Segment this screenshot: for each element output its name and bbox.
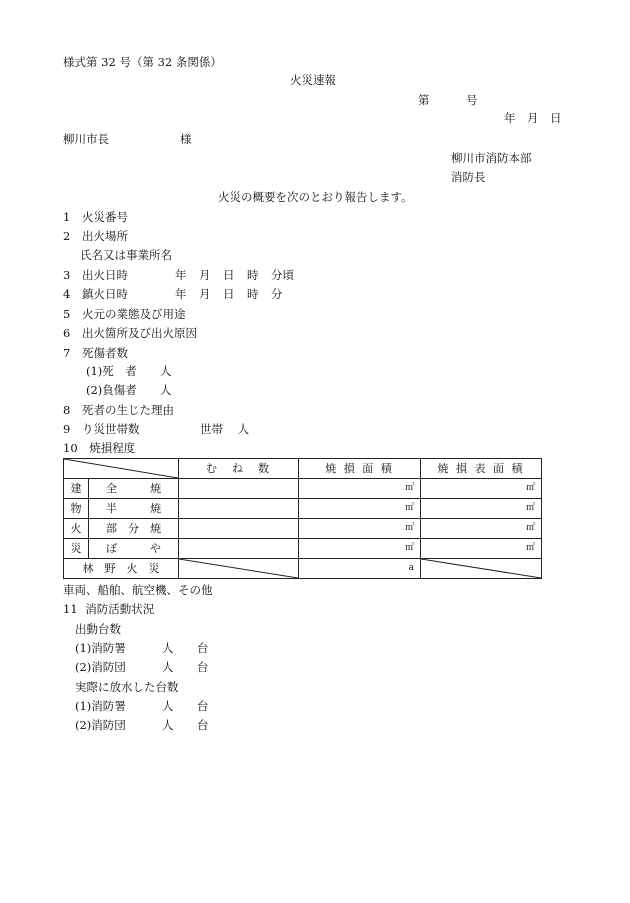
- item-label: 焼損程度: [89, 441, 136, 455]
- fire-out-date: 年 月 日 時 分: [175, 287, 283, 301]
- number-go: 号: [466, 93, 478, 107]
- sender-org: 柳川市消防本部: [451, 151, 532, 165]
- diagonal-line: [179, 559, 298, 578]
- row-label: 全 焼: [89, 479, 179, 499]
- dispatch-corps: (2)消防団 人 台: [75, 660, 209, 674]
- item-label: 出火箇所及び出火原因: [81, 326, 197, 340]
- burn-damage-table: [63, 458, 542, 579]
- item-2-sub: 氏名又は事業所名: [80, 248, 172, 262]
- dead-count: (1)死 者 人: [86, 364, 172, 378]
- group-label: 火: [64, 519, 89, 539]
- forest-surface-cell: [421, 559, 542, 579]
- item-5: [63, 307, 185, 321]
- mune-cell: [179, 519, 299, 539]
- item-4: [63, 287, 128, 301]
- item-2: [63, 229, 128, 243]
- diagonal-line: [421, 559, 541, 578]
- header-area: 焼 損 面 積: [299, 459, 421, 479]
- item-10: [63, 441, 135, 455]
- item-number: 1: [63, 210, 71, 224]
- fire-start-date: 年 月 日 時 分頃: [175, 268, 294, 282]
- addressee-sama: 様: [180, 132, 192, 146]
- table-row: [64, 539, 542, 559]
- discharge-heading: 実際に放水した台数: [75, 680, 179, 694]
- item-number: 8: [63, 403, 71, 417]
- table-row-forest: [64, 559, 542, 579]
- diagonal-line: [64, 459, 178, 478]
- document-title: 火災速報: [290, 73, 336, 87]
- item-number: 7: [63, 346, 71, 360]
- forest-label: 林 野 火 災: [64, 559, 179, 579]
- item-8: [63, 403, 174, 417]
- header-blank-cell: [64, 459, 179, 479]
- item-label: 死傷者数: [81, 346, 128, 360]
- sender-title: 消防長: [451, 170, 486, 184]
- row-label: 半 焼: [89, 499, 179, 519]
- discharge-corps: (2)消防団 人 台: [75, 718, 209, 732]
- group-label: 建: [64, 479, 89, 499]
- addressee-name: 柳川市長: [63, 132, 109, 146]
- item-label: 鎮火日時: [81, 287, 128, 301]
- item-number: 4: [63, 287, 71, 301]
- header-surface: 焼 損 表 面 積: [421, 459, 542, 479]
- item-1: [63, 210, 128, 224]
- table-row: [64, 499, 542, 519]
- item-9: [63, 422, 139, 436]
- item-label: 死者の生じた理由: [81, 403, 174, 417]
- item-11: [63, 602, 154, 616]
- area-unit: ㎡: [299, 499, 421, 519]
- area-unit: ㎡: [299, 479, 421, 499]
- forest-mune-cell: [179, 559, 299, 579]
- item-number: 11: [63, 602, 78, 616]
- intro-text: 火災の概要を次のとおり報告します。: [218, 190, 413, 204]
- item-label: り災世帯数: [81, 422, 140, 436]
- item-number: 3: [63, 268, 71, 282]
- item-label: 消防活動状況: [85, 602, 155, 616]
- injured-count: (2)負傷者 人: [86, 383, 172, 397]
- item-number: 9: [63, 422, 71, 436]
- item-number: 2: [63, 229, 71, 243]
- header-mune: む ね 数: [179, 459, 299, 479]
- row-label: ぼ や: [89, 539, 179, 559]
- group-label: 災: [64, 539, 89, 559]
- surface-unit: ㎡: [421, 499, 542, 519]
- table-row: [64, 479, 542, 499]
- table-row: [64, 519, 542, 539]
- number-dai: 第: [418, 93, 430, 107]
- dispatch-heading: 出動台数: [75, 622, 121, 636]
- area-unit: ㎡: [299, 519, 421, 539]
- mune-cell: [179, 479, 299, 499]
- item-number: 10: [63, 441, 78, 455]
- surface-unit: ㎡: [421, 519, 542, 539]
- mune-cell: [179, 539, 299, 559]
- surface-unit: ㎡: [421, 539, 542, 559]
- mune-cell: [179, 499, 299, 519]
- item-number: 5: [63, 307, 71, 321]
- discharge-station: (1)消防署 人 台: [75, 699, 209, 713]
- date-month: 月: [527, 111, 539, 125]
- item-label: 火災番号: [81, 210, 128, 224]
- surface-unit: ㎡: [421, 479, 542, 499]
- item-label: 出火日時: [81, 268, 128, 282]
- item-label: 出火場所: [81, 229, 128, 243]
- form-reference: 様式第 32 号（第 32 条関係）: [63, 55, 222, 69]
- item-6: [63, 326, 197, 340]
- row-label: 部 分 焼: [89, 519, 179, 539]
- item-label: 火元の業態及び用途: [81, 307, 186, 321]
- item-3: [63, 268, 128, 282]
- date-year: 年: [504, 111, 516, 125]
- dispatch-station: (1)消防署 人 台: [75, 641, 209, 655]
- area-unit: ㎡: [299, 539, 421, 559]
- group-label: 物: [64, 499, 89, 519]
- item-7: [63, 346, 128, 360]
- date-day: 日: [550, 111, 562, 125]
- table-header-row: [64, 459, 542, 479]
- item-number: 6: [63, 326, 71, 340]
- other-vehicles: 車両、船舶、航空機、その他: [63, 583, 213, 597]
- forest-area-unit: a: [299, 559, 421, 579]
- household-count: 世帯 人: [200, 422, 250, 436]
